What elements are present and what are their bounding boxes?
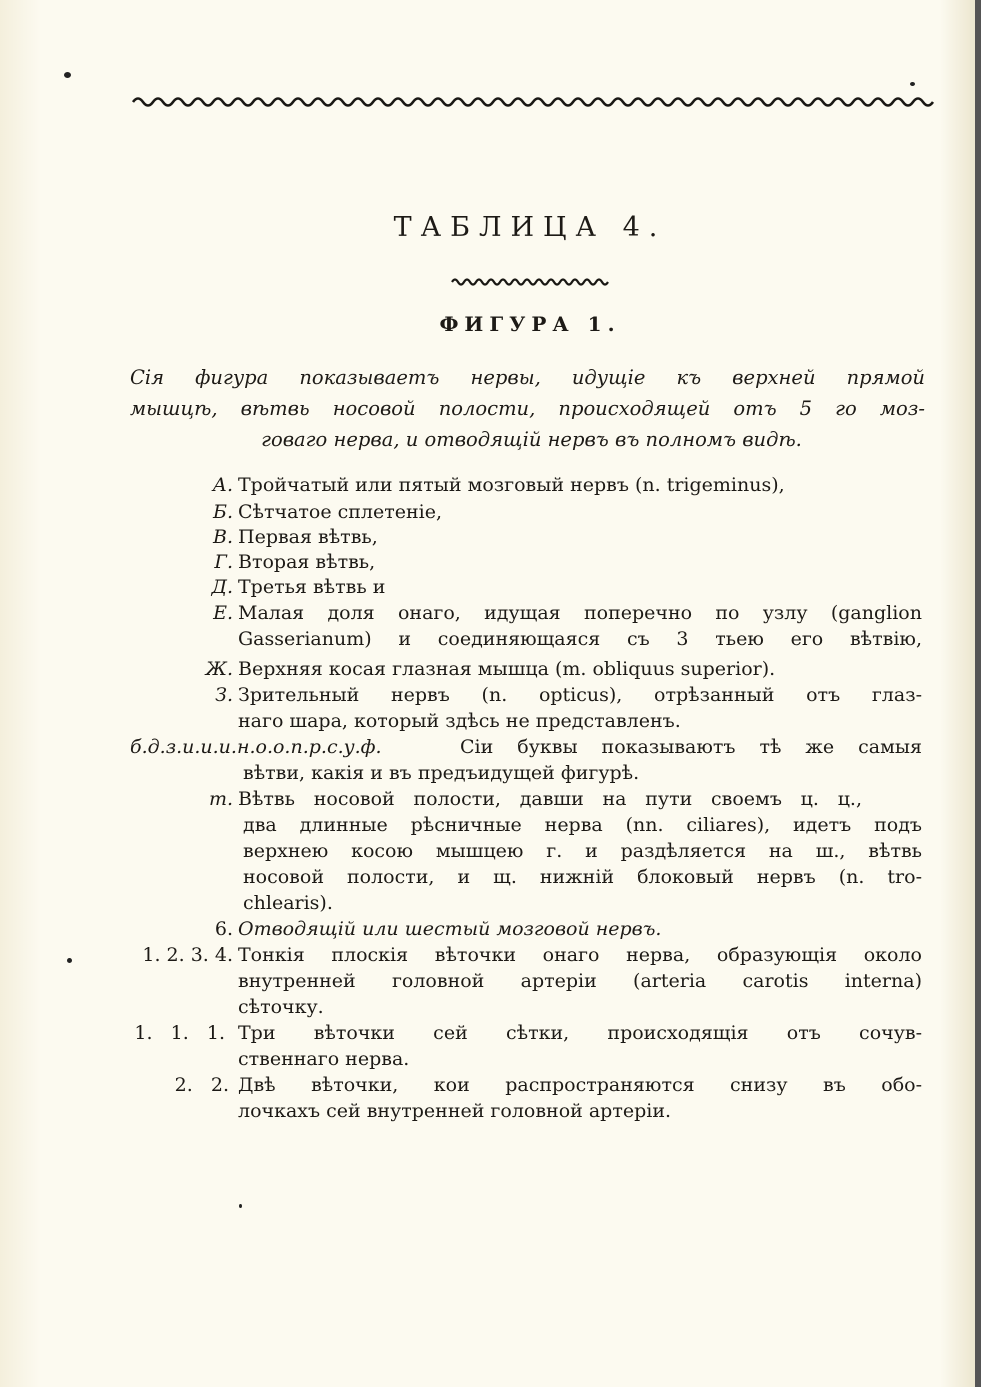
entry-line: сѣточку.: [238, 996, 324, 1018]
entry-line: Тройчатый или пятый мозговый нервъ (n. trigeminus),: [238, 474, 785, 496]
entry-text: [238, 942, 922, 1020]
description-line: мышцѣ, вѣтвь носовой полости, происходящей отъ 5 го моз-: [130, 397, 925, 420]
entry-line: Третья вѣтвь и: [238, 576, 386, 598]
entry-text: [238, 1020, 922, 1072]
entry-label: 1. 1. 1.: [134, 1022, 225, 1044]
ornamental-rule-top: [133, 93, 923, 111]
entry-line: вѣтви, какія и въ предъидущей фигурѣ.: [243, 762, 640, 784]
ink-speck: [239, 1204, 242, 1208]
entry-label: З.: [215, 684, 233, 706]
entry-line: наго шара, который здѣсь не представленъ.: [238, 710, 681, 732]
entry-line: Вѣтвь носовой полости, давши на пути своемъ ц. ц.,: [238, 788, 862, 810]
entry-line: Зрительный нервъ (n. opticus), отрѣзанный отъ глаз-: [238, 684, 922, 706]
entry-text: [238, 549, 375, 575]
description-line: Сія фигура показываетъ нервы, идущіе къ верхней прямой: [130, 366, 925, 389]
ornamental-rule-small: [452, 276, 608, 288]
entry-line: Верхняя косая глазная мышца (m. obliquus superior).: [238, 658, 776, 680]
entry-label: т.: [208, 788, 233, 810]
entry-text: [238, 656, 775, 682]
entry-text: [238, 1072, 922, 1124]
entry-line: chlearis).: [243, 892, 333, 914]
figure-heading: ФИГУРА 1.: [439, 312, 621, 336]
ink-speck: [910, 82, 915, 86]
description-line: говаго нерва, и отводящій нервъ въ полномъ видѣ.: [261, 428, 802, 451]
entry-line: Gasserianum) и соединяющаяся съ 3 тьею его вѣтвію,: [238, 628, 922, 650]
figure-description: [130, 362, 925, 455]
entry-label: А.: [212, 474, 233, 496]
entry-line: Сѣтчатое сплетеніе,: [238, 501, 443, 523]
entry-label: 6.: [214, 918, 233, 940]
entry-text: [238, 499, 442, 525]
entry-label: Б.: [212, 501, 233, 523]
entry-line: Отводящій или шестый мозговой нервъ.: [238, 918, 662, 940]
entry-text: [238, 916, 661, 942]
entry-text: [238, 682, 922, 734]
entry-line: внутренней головной артеріи (arteria carotis interna): [238, 970, 922, 992]
entry-line: Первая вѣтвь,: [238, 526, 378, 548]
entry-text: [238, 786, 922, 916]
entry-label: 1. 2. 3. 4.: [142, 944, 233, 966]
entry-line: лочкахъ сей внутренней головной артеріи.: [238, 1100, 672, 1122]
entry-label: Е.: [213, 602, 233, 624]
entry-text: [238, 574, 385, 600]
entry-label: В.: [212, 526, 233, 548]
entry-label: Ж.: [205, 658, 233, 680]
entry-text: [238, 600, 922, 652]
entry-text: [238, 524, 378, 550]
entry-line: Двѣ вѣточки, кои распространяются снизу въ обо-: [238, 1074, 922, 1096]
ink-speck: [67, 958, 72, 963]
entry-line: верхнею косою мышцею г. и раздѣляется на ш., вѣтвь: [243, 840, 922, 862]
entry-line: Малая доля онаго, идущая поперечно по узлу (ganglion: [238, 602, 922, 624]
entry-line: Три вѣточки сей сѣтки, происходящія отъ сочув-: [238, 1022, 922, 1044]
entry-label: Г.: [214, 551, 233, 573]
entry-label: б.д.з.и.и.и.н.о.о.п.р.с.у.ф.: [130, 736, 382, 758]
entry-line: носовой полости, и щ. нижній блоковый нервъ (n. tro-: [243, 866, 922, 888]
entry-text: [243, 760, 639, 786]
entry-line: два длинные рѣсничные нерва (nn. ciliares), идетъ подъ: [243, 814, 922, 836]
page-edge-shadow: [975, 0, 981, 1387]
entry-label: 2. 2.: [174, 1074, 229, 1096]
entry-line: Тонкія плоскія вѣточки онаго нерва, образующія около: [238, 944, 922, 966]
entry-text: [238, 472, 922, 498]
entry-line: ственнаго нерва.: [238, 1048, 410, 1070]
entry-label: Д.: [211, 576, 233, 598]
entry-text: [460, 734, 922, 760]
entry-line: Вторая вѣтвь,: [238, 551, 376, 573]
ink-speck: [64, 72, 71, 78]
page-title: ТАБЛИЦА 4.: [393, 212, 667, 243]
entry-line: Сіи буквы показываютъ тѣ же самыя: [460, 736, 922, 758]
